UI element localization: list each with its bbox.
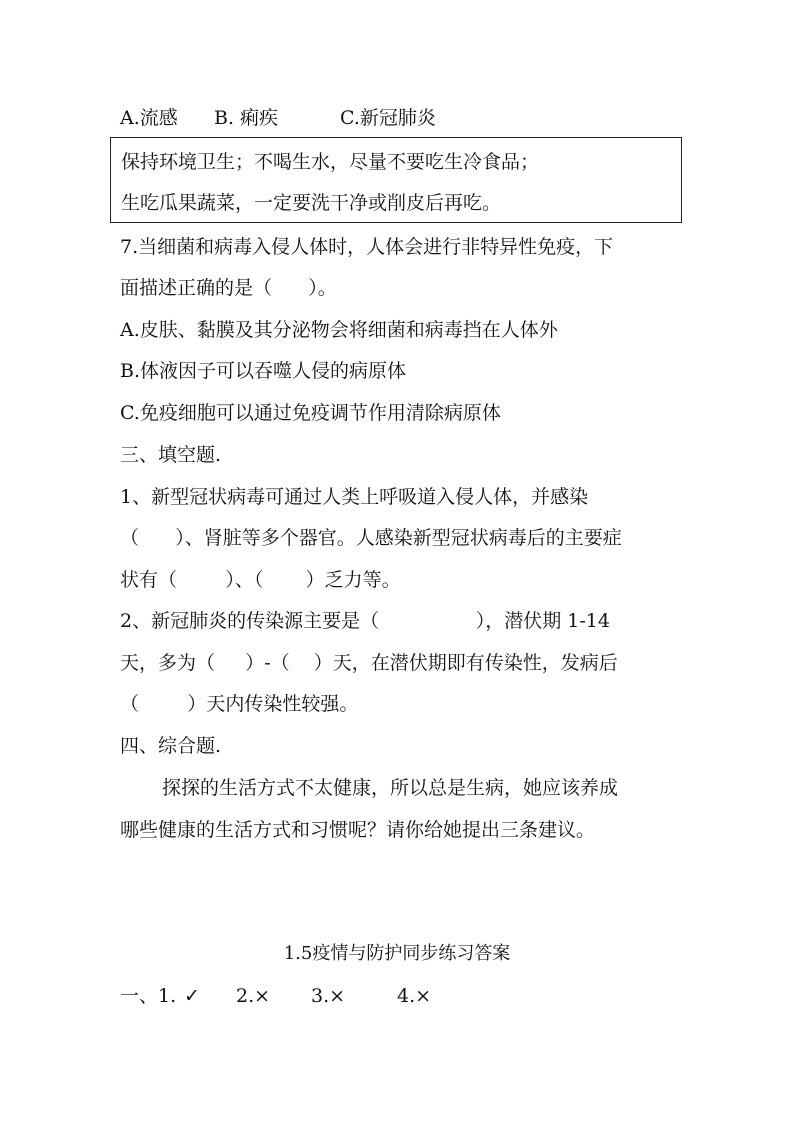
tips-box xyxy=(110,137,682,223)
s4-line-1: 探探的生活方式不太健康，所以总是生病，她应该养成 xyxy=(162,777,619,799)
tips-line-1: 保持环境卫生；不喝生水，尽量不要吃生冷食品； xyxy=(121,151,540,173)
answer-title: 1.5疫情与防护同步练习答案 xyxy=(283,943,511,964)
answer-3: 3.× xyxy=(311,985,346,1007)
q7-option-c: C.免疫细胞可以通过免疫调节作用清除病原体 xyxy=(120,402,501,424)
answer-prefix: 一、1. xyxy=(120,985,177,1007)
option-a: A.流感 xyxy=(120,107,178,129)
q7-option-a: A.皮肤、黏膜及其分泌物会将细菌和病毒挡在人体外 xyxy=(120,319,558,341)
s3-q2-line-2: 天，多为（ ）-（ ）天，在潜伏期即有传染性，发病后 xyxy=(120,652,618,674)
q7-option-b: B.体液因子可以吞噬人侵的病原体 xyxy=(120,360,407,382)
s3-q2-line-3: （ ）天内传染性较强。 xyxy=(120,693,359,715)
option-b: B. 痢疾 xyxy=(214,107,279,129)
s3-q2-line-1: 2、新冠肺炎的传染源主要是（ ），潜伏期 1-14 xyxy=(120,610,610,632)
q7-line-2: 面描述正确的是（ ）。 xyxy=(120,277,337,299)
q7-line-1: 7.当细菌和病毒入侵人体时，人体会进行非特异性免疫，下 xyxy=(120,236,614,258)
section3-heading: 三、填空题. xyxy=(120,444,222,466)
s3-q1-line-2: （ ）、肾脏等多个器官。人感染新型冠状病毒后的主要症 xyxy=(120,527,622,549)
s3-q1-line-1: 1、新型冠状病毒可通过人类上呼吸道入侵人体，并感染 xyxy=(120,486,589,508)
s4-line-2: 哪些健康的生活方式和习惯呢？请你给她提出三条建议。 xyxy=(120,819,596,841)
option-c: C.新冠肺炎 xyxy=(340,107,436,129)
s3-q1-line-3: 状有（ ）、（ ）乏力等。 xyxy=(120,569,401,591)
tips-line-2: 生吃瓜果蔬菜，一定要洗干净或削皮后再吃。 xyxy=(121,192,502,214)
answer-2: 2.× xyxy=(236,985,271,1007)
section4-heading: 四、综合题. xyxy=(120,735,222,757)
answer-4: 4.× xyxy=(397,985,432,1007)
check-icon: ✓ xyxy=(184,985,200,1007)
